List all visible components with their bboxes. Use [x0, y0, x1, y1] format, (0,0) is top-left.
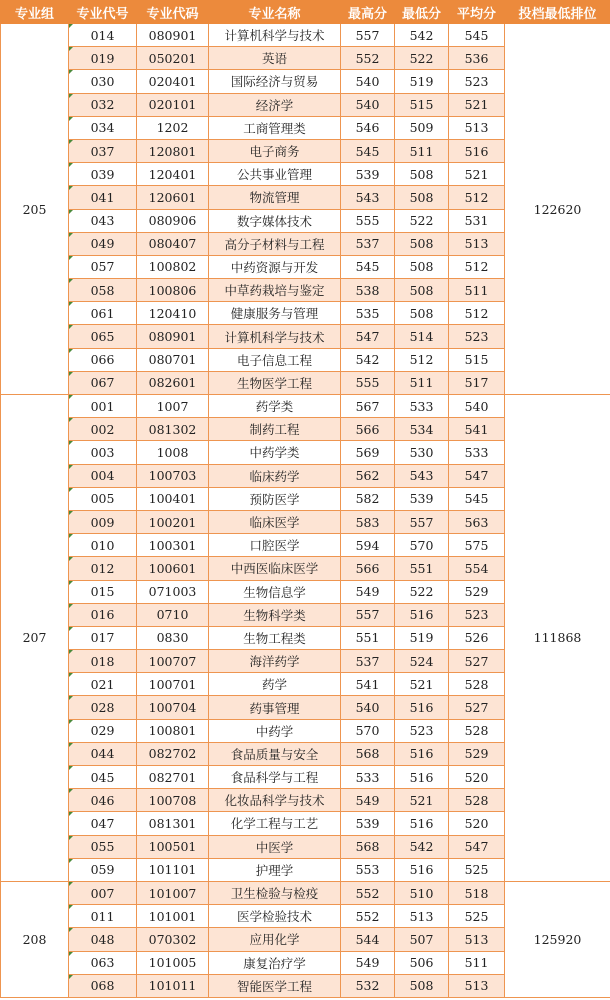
discipline-code-cell: 082601: [137, 371, 209, 394]
max-score-cell: 543: [341, 186, 395, 209]
max-score-cell: 566: [341, 557, 395, 580]
discipline-code-cell: 0710: [137, 603, 209, 626]
max-score-cell: 538: [341, 279, 395, 302]
major-name-cell: 国际经济与贸易: [209, 70, 341, 93]
discipline-code-cell: 100501: [137, 835, 209, 858]
avg-score-cell: 528: [449, 719, 505, 742]
major-code-number-cell: 045: [69, 766, 137, 789]
min-score-cell: 570: [395, 534, 449, 557]
major-name-cell: 生物医学工程: [209, 371, 341, 394]
discipline-code-cell: 100704: [137, 696, 209, 719]
avg-score-cell: 512: [449, 186, 505, 209]
header-max-score: 最高分: [341, 1, 395, 24]
major-code-number-cell: 068: [69, 974, 137, 997]
avg-score-cell: 575: [449, 534, 505, 557]
min-score-cell: 508: [395, 186, 449, 209]
max-score-cell: 552: [341, 905, 395, 928]
major-name-cell: 食品质量与安全: [209, 742, 341, 765]
max-score-cell: 594: [341, 534, 395, 557]
major-name-cell: 数字媒体技术: [209, 209, 341, 232]
major-code-number-cell: 039: [69, 163, 137, 186]
discipline-code-cell: 080901: [137, 24, 209, 47]
major-name-cell: 化学工程与工艺: [209, 812, 341, 835]
major-code-number-cell: 034: [69, 116, 137, 139]
max-score-cell: 539: [341, 163, 395, 186]
discipline-code-cell: 120801: [137, 139, 209, 162]
avg-score-cell: 518: [449, 881, 505, 904]
min-score-cell: 508: [395, 232, 449, 255]
discipline-code-cell: 101005: [137, 951, 209, 974]
discipline-code-cell: 081302: [137, 418, 209, 441]
major-code-number-cell: 016: [69, 603, 137, 626]
min-score-cell: 508: [395, 163, 449, 186]
major-code-number-cell: 043: [69, 209, 137, 232]
major-name-cell: 药事管理: [209, 696, 341, 719]
major-name-cell: 电子商务: [209, 139, 341, 162]
major-code-number-cell: 047: [69, 812, 137, 835]
avg-score-cell: 520: [449, 766, 505, 789]
discipline-code-cell: 101007: [137, 881, 209, 904]
major-code-number-cell: 004: [69, 464, 137, 487]
major-name-cell: 药学: [209, 673, 341, 696]
avg-score-cell: 521: [449, 93, 505, 116]
avg-score-cell: 547: [449, 835, 505, 858]
major-code-number-cell: 067: [69, 371, 137, 394]
table-body: [1, 24, 610, 998]
avg-score-cell: 511: [449, 951, 505, 974]
major-name-cell: 中医学: [209, 835, 341, 858]
major-name-cell: 化妆品科学与技术: [209, 789, 341, 812]
major-name-cell: 工商管理类: [209, 116, 341, 139]
max-score-cell: 545: [341, 139, 395, 162]
major-name-cell: 中药学类: [209, 441, 341, 464]
max-score-cell: 582: [341, 487, 395, 510]
discipline-code-cell: 100806: [137, 279, 209, 302]
header-code: 专业代号: [69, 1, 137, 24]
max-score-cell: 569: [341, 441, 395, 464]
major-code-number-cell: 001: [69, 395, 137, 418]
max-score-cell: 562: [341, 464, 395, 487]
major-code-number-cell: 037: [69, 139, 137, 162]
group-number-cell: 208: [1, 881, 69, 997]
avg-score-cell: 528: [449, 673, 505, 696]
major-name-cell: 生物信息学: [209, 580, 341, 603]
major-code-number-cell: 046: [69, 789, 137, 812]
major-name-cell: 卫生检验与检疫: [209, 881, 341, 904]
avg-score-cell: 516: [449, 139, 505, 162]
avg-score-cell: 523: [449, 603, 505, 626]
max-score-cell: 552: [341, 47, 395, 70]
major-name-cell: 海洋药学: [209, 650, 341, 673]
major-code-number-cell: 032: [69, 93, 137, 116]
discipline-code-cell: 071003: [137, 580, 209, 603]
avg-score-cell: 520: [449, 812, 505, 835]
min-score-cell: 516: [395, 603, 449, 626]
max-score-cell: 555: [341, 371, 395, 394]
major-name-cell: 预防医学: [209, 487, 341, 510]
major-name-cell: 计算机科学与技术: [209, 24, 341, 47]
discipline-code-cell: 100401: [137, 487, 209, 510]
major-name-cell: 中药学: [209, 719, 341, 742]
min-score-cell: 510: [395, 881, 449, 904]
avg-score-cell: 511: [449, 279, 505, 302]
avg-score-cell: 531: [449, 209, 505, 232]
avg-score-cell: 512: [449, 255, 505, 278]
max-score-cell: 549: [341, 789, 395, 812]
discipline-code-cell: 100707: [137, 650, 209, 673]
min-score-cell: 519: [395, 626, 449, 649]
discipline-code-cell: 120401: [137, 163, 209, 186]
min-score-cell: 521: [395, 789, 449, 812]
table-header: [1, 1, 610, 24]
major-code-number-cell: 021: [69, 673, 137, 696]
major-name-cell: 物流管理: [209, 186, 341, 209]
header-row: [1, 1, 610, 24]
major-code-number-cell: 048: [69, 928, 137, 951]
major-code-number-cell: 030: [69, 70, 137, 93]
avg-score-cell: 563: [449, 510, 505, 533]
max-score-cell: 546: [341, 116, 395, 139]
max-score-cell: 541: [341, 673, 395, 696]
min-score-cell: 551: [395, 557, 449, 580]
major-code-number-cell: 065: [69, 325, 137, 348]
max-score-cell: 544: [341, 928, 395, 951]
discipline-code-cell: 080906: [137, 209, 209, 232]
major-code-number-cell: 003: [69, 441, 137, 464]
major-name-cell: 医学检验技术: [209, 905, 341, 928]
min-score-cell: 516: [395, 742, 449, 765]
max-score-cell: 533: [341, 766, 395, 789]
max-score-cell: 540: [341, 70, 395, 93]
discipline-code-cell: 100703: [137, 464, 209, 487]
min-rank-cell: 125920: [505, 881, 610, 997]
discipline-code-cell: 120410: [137, 302, 209, 325]
avg-score-cell: 533: [449, 441, 505, 464]
major-name-cell: 生物科学类: [209, 603, 341, 626]
min-score-cell: 522: [395, 580, 449, 603]
avg-score-cell: 527: [449, 650, 505, 673]
major-name-cell: 中西医临床医学: [209, 557, 341, 580]
major-code-number-cell: 066: [69, 348, 137, 371]
max-score-cell: 535: [341, 302, 395, 325]
group-number-cell: 207: [1, 395, 69, 882]
avg-score-cell: 545: [449, 487, 505, 510]
min-score-cell: 530: [395, 441, 449, 464]
discipline-code-cell: 080901: [137, 325, 209, 348]
discipline-code-cell: 020101: [137, 93, 209, 116]
max-score-cell: 549: [341, 951, 395, 974]
discipline-code-cell: 101011: [137, 974, 209, 997]
avg-score-cell: 554: [449, 557, 505, 580]
min-score-cell: 514: [395, 325, 449, 348]
major-name-cell: 智能医学工程: [209, 974, 341, 997]
max-score-cell: 547: [341, 325, 395, 348]
min-score-cell: 509: [395, 116, 449, 139]
major-name-cell: 健康服务与管理: [209, 302, 341, 325]
major-code-number-cell: 012: [69, 557, 137, 580]
min-score-cell: 511: [395, 371, 449, 394]
min-score-cell: 511: [395, 139, 449, 162]
max-score-cell: 542: [341, 348, 395, 371]
major-code-number-cell: 017: [69, 626, 137, 649]
max-score-cell: 545: [341, 255, 395, 278]
major-name-cell: 中草药栽培与鉴定: [209, 279, 341, 302]
avg-score-cell: 523: [449, 70, 505, 93]
min-score-cell: 542: [395, 835, 449, 858]
major-name-cell: 临床医学: [209, 510, 341, 533]
discipline-code-cell: 100802: [137, 255, 209, 278]
avg-score-cell: 512: [449, 302, 505, 325]
major-name-cell: 中药资源与开发: [209, 255, 341, 278]
major-code-number-cell: 061: [69, 302, 137, 325]
table-row: [1, 24, 610, 47]
major-name-cell: 食品科学与工程: [209, 766, 341, 789]
max-score-cell: 537: [341, 232, 395, 255]
min-score-cell: 508: [395, 302, 449, 325]
discipline-code-cell: 070302: [137, 928, 209, 951]
min-score-cell: 522: [395, 47, 449, 70]
discipline-code-cell: 100301: [137, 534, 209, 557]
major-code-number-cell: 044: [69, 742, 137, 765]
min-score-cell: 515: [395, 93, 449, 116]
major-code-number-cell: 059: [69, 858, 137, 881]
major-code-number-cell: 055: [69, 835, 137, 858]
min-score-cell: 516: [395, 766, 449, 789]
major-code-number-cell: 019: [69, 47, 137, 70]
major-name-cell: 生物工程类: [209, 626, 341, 649]
major-code-number-cell: 009: [69, 510, 137, 533]
discipline-code-cell: 101001: [137, 905, 209, 928]
major-name-cell: 临床药学: [209, 464, 341, 487]
avg-score-cell: 515: [449, 348, 505, 371]
max-score-cell: 557: [341, 603, 395, 626]
major-name-cell: 护理学: [209, 858, 341, 881]
discipline-code-cell: 101101: [137, 858, 209, 881]
max-score-cell: 567: [341, 395, 395, 418]
major-name-cell: 计算机科学与技术: [209, 325, 341, 348]
major-code-number-cell: 010: [69, 534, 137, 557]
avg-score-cell: 541: [449, 418, 505, 441]
min-score-cell: 508: [395, 974, 449, 997]
major-name-cell: 高分子材料与工程: [209, 232, 341, 255]
min-score-cell: 512: [395, 348, 449, 371]
header-major-name: 专业名称: [209, 1, 341, 24]
avg-score-cell: 513: [449, 974, 505, 997]
major-name-cell: 应用化学: [209, 928, 341, 951]
major-name-cell: 口腔医学: [209, 534, 341, 557]
avg-score-cell: 513: [449, 928, 505, 951]
min-score-cell: 507: [395, 928, 449, 951]
min-score-cell: 508: [395, 279, 449, 302]
avg-score-cell: 517: [449, 371, 505, 394]
major-code-number-cell: 041: [69, 186, 137, 209]
discipline-code-cell: 050201: [137, 47, 209, 70]
discipline-code-cell: 020401: [137, 70, 209, 93]
major-code-number-cell: 018: [69, 650, 137, 673]
max-score-cell: 539: [341, 812, 395, 835]
major-name-cell: 药学类: [209, 395, 341, 418]
major-name-cell: 公共事业管理: [209, 163, 341, 186]
min-score-cell: 506: [395, 951, 449, 974]
avg-score-cell: 540: [449, 395, 505, 418]
discipline-code-cell: 100701: [137, 673, 209, 696]
discipline-code-cell: 100708: [137, 789, 209, 812]
major-name-cell: 英语: [209, 47, 341, 70]
max-score-cell: 566: [341, 418, 395, 441]
avg-score-cell: 523: [449, 325, 505, 348]
avg-score-cell: 525: [449, 858, 505, 881]
max-score-cell: 532: [341, 974, 395, 997]
avg-score-cell: 526: [449, 626, 505, 649]
min-score-cell: 516: [395, 812, 449, 835]
min-score-cell: 539: [395, 487, 449, 510]
avg-score-cell: 536: [449, 47, 505, 70]
min-score-cell: 513: [395, 905, 449, 928]
min-score-cell: 542: [395, 24, 449, 47]
discipline-code-cell: 080701: [137, 348, 209, 371]
min-score-cell: 543: [395, 464, 449, 487]
avg-score-cell: 528: [449, 789, 505, 812]
max-score-cell: 570: [341, 719, 395, 742]
group-number-cell: 205: [1, 24, 69, 395]
max-score-cell: 557: [341, 24, 395, 47]
min-score-cell: 519: [395, 70, 449, 93]
discipline-code-cell: 1008: [137, 441, 209, 464]
min-score-cell: 524: [395, 650, 449, 673]
major-code-number-cell: 057: [69, 255, 137, 278]
max-score-cell: 553: [341, 858, 395, 881]
avg-score-cell: 529: [449, 580, 505, 603]
discipline-code-cell: 120601: [137, 186, 209, 209]
min-rank-cell: 122620: [505, 24, 610, 395]
min-score-cell: 508: [395, 255, 449, 278]
discipline-code-cell: 1007: [137, 395, 209, 418]
min-rank-cell: 111868: [505, 395, 610, 882]
max-score-cell: 540: [341, 696, 395, 719]
major-code-number-cell: 029: [69, 719, 137, 742]
major-code-number-cell: 058: [69, 279, 137, 302]
discipline-code-cell: 1202: [137, 116, 209, 139]
avg-score-cell: 547: [449, 464, 505, 487]
header-min-score: 最低分: [395, 1, 449, 24]
max-score-cell: 583: [341, 510, 395, 533]
header-group: 专业组: [1, 1, 69, 24]
discipline-code-cell: 082702: [137, 742, 209, 765]
major-code-number-cell: 063: [69, 951, 137, 974]
max-score-cell: 568: [341, 742, 395, 765]
header-major-code: 专业代码: [137, 1, 209, 24]
max-score-cell: 540: [341, 93, 395, 116]
discipline-code-cell: 080407: [137, 232, 209, 255]
min-score-cell: 516: [395, 696, 449, 719]
major-code-number-cell: 011: [69, 905, 137, 928]
max-score-cell: 537: [341, 650, 395, 673]
min-score-cell: 522: [395, 209, 449, 232]
max-score-cell: 552: [341, 881, 395, 904]
table-row: [1, 395, 610, 418]
header-avg-score: 平均分: [449, 1, 505, 24]
major-code-number-cell: 005: [69, 487, 137, 510]
major-name-cell: 经济学: [209, 93, 341, 116]
min-score-cell: 523: [395, 719, 449, 742]
min-score-cell: 533: [395, 395, 449, 418]
avg-score-cell: 529: [449, 742, 505, 765]
discipline-code-cell: 0830: [137, 626, 209, 649]
max-score-cell: 555: [341, 209, 395, 232]
max-score-cell: 549: [341, 580, 395, 603]
avg-score-cell: 513: [449, 232, 505, 255]
discipline-code-cell: 081301: [137, 812, 209, 835]
avg-score-cell: 545: [449, 24, 505, 47]
discipline-code-cell: 100801: [137, 719, 209, 742]
major-name-cell: 制药工程: [209, 418, 341, 441]
avg-score-cell: 513: [449, 116, 505, 139]
max-score-cell: 568: [341, 835, 395, 858]
discipline-code-cell: 100601: [137, 557, 209, 580]
major-code-number-cell: 014: [69, 24, 137, 47]
major-code-number-cell: 049: [69, 232, 137, 255]
max-score-cell: 551: [341, 626, 395, 649]
major-code-number-cell: 002: [69, 418, 137, 441]
avg-score-cell: 527: [449, 696, 505, 719]
major-code-number-cell: 007: [69, 881, 137, 904]
min-score-cell: 534: [395, 418, 449, 441]
discipline-code-cell: 082701: [137, 766, 209, 789]
major-code-number-cell: 015: [69, 580, 137, 603]
avg-score-cell: 525: [449, 905, 505, 928]
header-min-rank: 投档最低排位: [505, 1, 610, 24]
major-name-cell: 电子信息工程: [209, 348, 341, 371]
min-score-cell: 521: [395, 673, 449, 696]
min-score-cell: 516: [395, 858, 449, 881]
major-code-number-cell: 028: [69, 696, 137, 719]
major-name-cell: 康复治疗学: [209, 951, 341, 974]
avg-score-cell: 521: [449, 163, 505, 186]
discipline-code-cell: 100201: [137, 510, 209, 533]
min-score-cell: 557: [395, 510, 449, 533]
table-row: [1, 881, 610, 904]
